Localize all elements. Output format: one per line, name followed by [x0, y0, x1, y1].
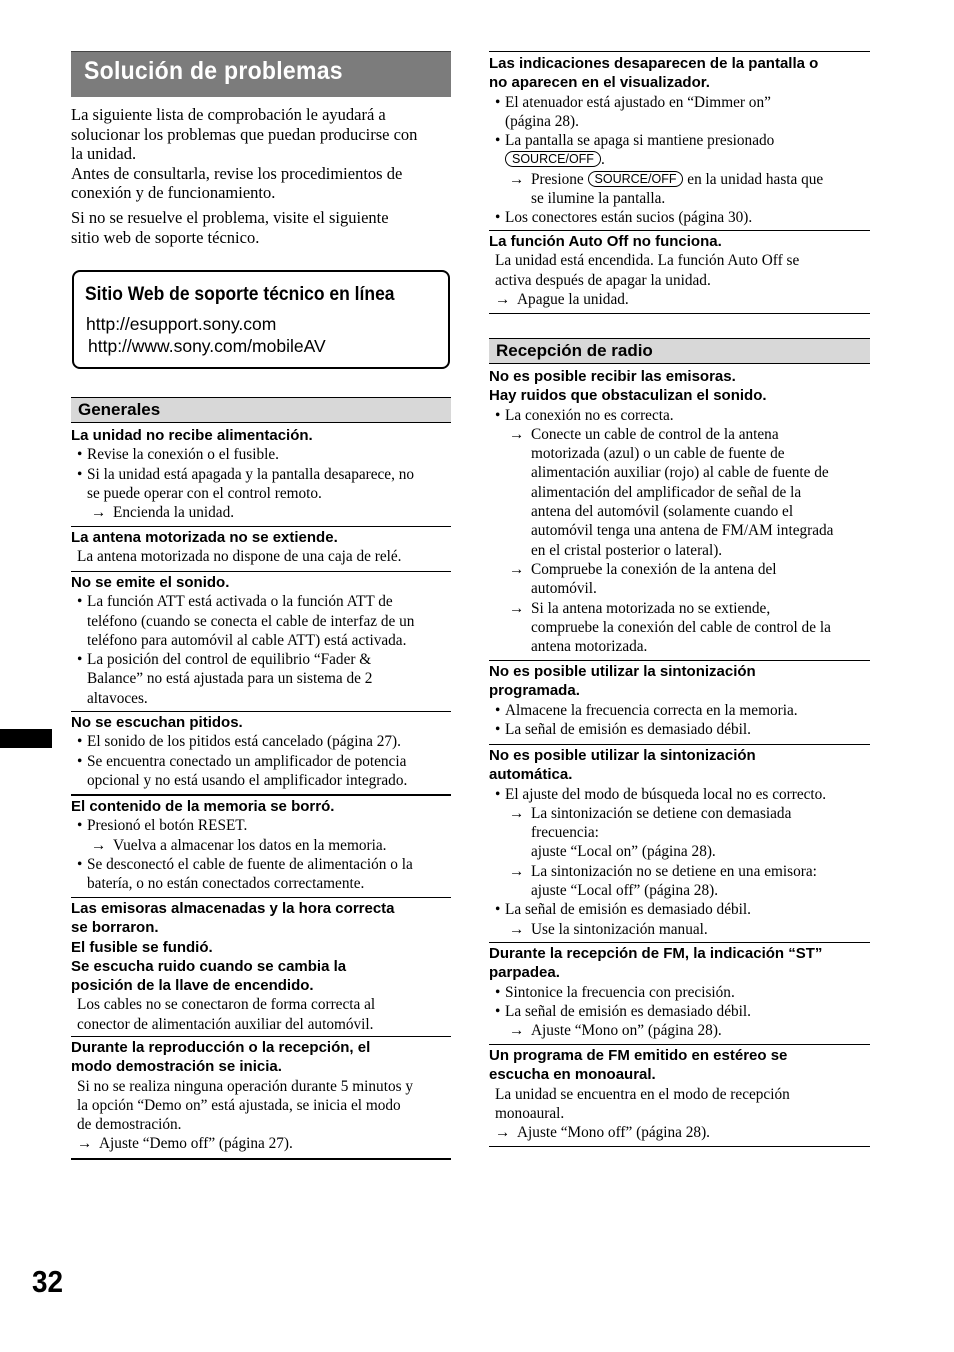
- arrow-right-icon: →: [509, 862, 525, 880]
- cause-text: Se encuentra conectado un amplificador de potencia: [87, 752, 407, 770]
- cause-text: Los conectores están sucios (página 30).: [505, 209, 753, 227]
- bullet-icon: •: [77, 446, 83, 464]
- remedy-text: compruebe la conexión del cable de control de la: [531, 618, 831, 636]
- page-title-bar: [71, 51, 451, 97]
- problem-heading: El contenido de la memoria se borró.: [71, 798, 335, 815]
- remedy-text: Presione: [531, 170, 584, 188]
- arrow-right-icon: →: [91, 836, 107, 854]
- cause-text: Revise la conexión o el fusible.: [87, 446, 280, 464]
- bullet-icon: •: [77, 817, 83, 835]
- remedy-text: Encienda la unidad.: [113, 504, 235, 522]
- cause-text: Balance” no está ajustada para un sistema de 2: [87, 670, 373, 688]
- cause-item: [489, 900, 870, 919]
- arrow-right-icon: →: [77, 1135, 93, 1153]
- section-header-generales: [71, 397, 451, 423]
- remedy-item: [489, 599, 870, 657]
- cause-text: El sonido de los pitidos está cancelado (página 27).: [87, 733, 401, 751]
- support-website-box: [72, 270, 450, 369]
- cause-item: [489, 785, 870, 804]
- problem-entry-preset-tuning: [489, 662, 870, 745]
- remedy-text: en la unidad hasta que: [687, 170, 824, 188]
- remedy-text: Ajuste “Demo off” (página 27).: [99, 1135, 293, 1153]
- remedy-text: alimentación auxiliar (rojo) al cable de fuente de: [531, 464, 829, 482]
- problem-heading: La antena motorizada no se extiende.: [71, 529, 338, 546]
- cause-text: El ajuste del modo de búsqueda local no es correcto.: [505, 785, 827, 803]
- problem-text: de demostración.: [77, 1116, 182, 1134]
- problem-text: La unidad está encendida. La función Auto Off se: [495, 252, 800, 270]
- cause-text: La función ATT está activada o la función ATT de: [87, 593, 393, 611]
- problem-heading: No es posible utilizar la sintonización: [489, 747, 756, 764]
- bullet-icon: •: [77, 752, 83, 770]
- problem-heading: No se escuchan pitidos.: [71, 714, 243, 731]
- remedy-item: [71, 836, 451, 855]
- cause-item: [489, 208, 870, 227]
- remedy-item: [489, 1021, 870, 1040]
- remedy-item: [489, 920, 870, 939]
- source-off-button: SOURCE/OFF: [505, 151, 601, 167]
- intro-paragraph-2: [71, 208, 456, 247]
- problem-entry-auto-off: [489, 232, 870, 314]
- remedy-item: [489, 170, 870, 209]
- remedy-text: ajuste “Local on” (página 28).: [531, 843, 716, 861]
- remedy-item: [489, 862, 870, 901]
- cause-item: • La pantalla se apaga si mantiene presionado SOURCE/OFF .: [489, 131, 870, 170]
- bullet-icon: •: [77, 733, 83, 751]
- remedy-text: frecuencia:: [531, 824, 599, 842]
- intro-line: solucionar los problemas que puedan producirse con: [71, 124, 418, 144]
- intro-line: La siguiente lista de comprobación le ayudará a: [71, 105, 386, 124]
- cause-text: Sintonice la frecuencia con precisión.: [505, 983, 735, 1001]
- intro-line: Si no se resuelve el problema, visite el siguiente: [71, 208, 389, 227]
- problem-heading: Las indicaciones desaparecen de la pantalla o: [489, 55, 819, 72]
- problem-heading: parpadea.: [489, 964, 560, 982]
- intro-paragraph-1: [71, 105, 456, 203]
- cause-item: [71, 445, 451, 464]
- cause-item: [489, 93, 870, 132]
- bullet-icon: •: [77, 465, 83, 483]
- problem-heading: modo demostración se inicia.: [71, 1058, 282, 1076]
- problem-entry-no-power: [71, 426, 451, 527]
- intro-line: sitio web de soporte técnico.: [71, 227, 260, 247]
- chapter-tab-marker: [0, 729, 52, 748]
- section-title: Recepción de radio: [496, 341, 653, 360]
- cause-item: [489, 983, 870, 1002]
- cause-text: La posición del control de equilibrio “Fader &: [87, 651, 372, 669]
- problem-heading: No es posible recibir las emisoras.: [489, 368, 736, 385]
- cause-text: La señal de emisión es demasiado débil.: [505, 1002, 751, 1020]
- problem-heading: Hay ruidos que obstaculizan el sonido.: [489, 387, 767, 405]
- problem-entry-no-beep: [71, 713, 451, 796]
- arrow-right-icon: →: [509, 560, 525, 578]
- problem-entry-display-disappears: [489, 51, 870, 231]
- problem-heading: no aparecen en el visualizador.: [489, 74, 710, 92]
- source-off-button: SOURCE/OFF: [588, 171, 684, 187]
- section-header-radio: [489, 338, 870, 364]
- arrow-right-icon: →: [495, 1124, 511, 1142]
- bullet-icon: •: [495, 720, 501, 738]
- cause-text: La conexión no es correcta.: [505, 406, 674, 424]
- remedy-text: antena motorizada.: [531, 638, 648, 656]
- cause-item: [71, 465, 451, 504]
- bullet-icon: •: [495, 406, 501, 424]
- problem-heading: automática.: [489, 766, 573, 784]
- problem-heading: No es posible utilizar la sintonización: [489, 663, 756, 680]
- problem-heading: programada.: [489, 682, 580, 700]
- remedy-text: alimentación del amplificador de señal de la: [531, 483, 802, 501]
- support-url-mobileav[interactable]: http://www.sony.com/mobileAV: [88, 336, 326, 356]
- cause-text: teléfono (cuando se conecta el cable de interfaz de un: [87, 612, 415, 630]
- arrow-right-icon: →: [509, 599, 525, 617]
- arrow-right-icon: →: [509, 425, 525, 443]
- cause-text: La señal de emisión es demasiado débil.: [505, 720, 751, 738]
- cause-text: altavoces.: [87, 689, 148, 707]
- problem-text: conector de alimentación auxiliar del automóvil.: [77, 1015, 374, 1033]
- cause-text: Almacene la frecuencia correcta en la memoria.: [505, 701, 798, 719]
- problem-entry-st-blinks: [489, 944, 870, 1045]
- page-number: 32: [32, 1264, 64, 1299]
- arrow-right-icon: →: [509, 804, 525, 822]
- remedy-text: antena del automóvil (solamente cuando el: [531, 503, 794, 521]
- cause-item: [489, 1002, 870, 1021]
- cause-text: Si la unidad está apagada y la pantalla desaparece, no: [87, 465, 415, 483]
- remedy-text: automóvil tenga una antena de FM/AM integrada: [531, 522, 834, 540]
- problem-entry-memory-erased: [71, 797, 451, 898]
- problem-heading: se borraron.: [71, 919, 159, 937]
- remedy-text: Compruebe la conexión de la antena del: [531, 560, 777, 578]
- problem-heading: La función Auto Off no funciona.: [489, 233, 722, 250]
- problem-heading: No se emite el sonido.: [71, 574, 230, 591]
- intro-line: la unidad.: [71, 144, 137, 163]
- problem-text: Los cables no se conectaron de forma correcta al: [77, 996, 376, 1014]
- problem-heading: El fusible se fundió.: [71, 938, 213, 956]
- problem-entry-monaural: [489, 1046, 870, 1147]
- problem-text: la opción “Demo on” está ajustada, se inicia el modo: [77, 1096, 401, 1114]
- remedy-text: automóvil.: [531, 580, 597, 598]
- problem-heading: Durante la recepción de FM, la indicación “ST”: [489, 945, 823, 962]
- remedy-text: se ilumine la pantalla.: [531, 190, 666, 208]
- remedy-item: [71, 1134, 451, 1153]
- remedy-text: Use la sintonización manual.: [531, 920, 708, 938]
- remedy-text: La sintonización no se detiene en una emisora:: [531, 862, 817, 880]
- problem-heading: La unidad no recibe alimentación.: [71, 427, 313, 444]
- cause-item: [71, 732, 451, 751]
- problem-text: La unidad se encuentra en el modo de recepción: [495, 1085, 790, 1103]
- problem-heading: escucha en monoaural.: [489, 1066, 656, 1084]
- problem-heading: Las emisoras almacenadas y la hora correcta: [71, 900, 395, 917]
- remedy-text: Si la antena motorizada no se extiende,: [531, 599, 771, 617]
- bullet-icon: •: [495, 93, 501, 111]
- arrow-right-icon: →: [91, 504, 107, 522]
- cause-text: El atenuador está ajustado en “Dimmer on”: [505, 93, 771, 111]
- cause-item: [71, 592, 451, 650]
- problem-entry-stations-erased: [71, 899, 451, 1037]
- cause-item: [71, 752, 451, 791]
- problem-text: Si no se realiza ninguna operación durante 5 minutos y: [77, 1077, 414, 1095]
- support-box-title: Sitio Web de soporte técnico en línea: [85, 284, 395, 305]
- cause-item: [71, 816, 451, 835]
- cause-text: Presionó el botón RESET.: [87, 817, 248, 835]
- cause-text: se puede operar con el control remoto.: [87, 484, 322, 502]
- bullet-icon: •: [495, 901, 501, 919]
- cause-item: [71, 855, 451, 894]
- problem-entry-antenna: [71, 528, 451, 572]
- cause-text: teléfono para automóvil al cable ATT) está activada.: [87, 631, 407, 649]
- page-title: Solución de problemas: [84, 57, 343, 85]
- arrow-right-icon: →: [509, 920, 525, 938]
- bullet-icon: •: [495, 132, 501, 150]
- problem-entry-demo-mode: [71, 1038, 451, 1160]
- section-title: Generales: [78, 400, 161, 419]
- remedy-item: [489, 425, 870, 560]
- cause-text: opcional y no está usando el amplificador integrado.: [87, 771, 408, 789]
- cause-text: La pantalla se apaga si mantiene presionado: [505, 132, 775, 150]
- intro-line: Antes de consultarla, revise los procedimientos de: [71, 163, 403, 183]
- bullet-icon: •: [77, 855, 83, 873]
- problem-heading: Durante la reproducción o la recepción, el: [71, 1039, 371, 1056]
- bullet-icon: •: [495, 701, 501, 719]
- remedy-text: en el cristal posterior o lateral).: [531, 541, 723, 559]
- cause-text: La señal de emisión es demasiado débil.: [505, 901, 751, 919]
- bullet-icon: •: [495, 983, 501, 1001]
- cause-text: (página 28).: [505, 112, 579, 130]
- support-url-esupport[interactable]: http://esupport.sony.com: [86, 314, 277, 334]
- problem-text: monoaural.: [495, 1104, 565, 1122]
- bullet-icon: •: [495, 209, 501, 227]
- problem-entry-auto-tuning: [489, 746, 870, 943]
- remedy-item: [71, 503, 451, 522]
- problem-heading: posición de la llave de encendido.: [71, 977, 314, 995]
- arrow-right-icon: →: [509, 170, 525, 188]
- cause-item: [489, 701, 870, 720]
- problem-text: La antena motorizada no dispone de una caja de relé.: [77, 548, 402, 566]
- cause-item: [489, 720, 870, 739]
- cause-text: batería, o no están conectados correctamente.: [87, 875, 365, 893]
- bullet-icon: •: [77, 593, 83, 611]
- problem-heading: Se escucha ruido cuando se cambia la: [71, 957, 347, 975]
- arrow-right-icon: →: [495, 290, 511, 308]
- problem-entry-no-sound: [71, 573, 451, 712]
- bullet-icon: •: [77, 651, 83, 669]
- cause-item: [489, 406, 870, 425]
- remedy-text: Conecte un cable de control de la antena: [531, 425, 779, 443]
- cause-item: [71, 650, 451, 708]
- remedy-text: Ajuste “Mono on” (página 28).: [531, 1022, 722, 1040]
- remedy-item: [489, 290, 870, 309]
- remedy-text: La sintonización se detiene con demasiada: [531, 804, 792, 822]
- problem-entry-no-reception: [489, 367, 870, 661]
- remedy-text: Ajuste “Mono off” (página 28).: [517, 1124, 711, 1142]
- problem-heading: Un programa de FM emitido en estéreo se: [489, 1047, 788, 1064]
- problem-text: activa después de apagar la unidad.: [495, 271, 711, 289]
- remedy-text: motorizada (azul) o un cable de fuente de: [531, 445, 785, 463]
- remedy-text: ajuste “Local off” (página 28).: [531, 882, 719, 900]
- remedy-item: [489, 560, 870, 599]
- bullet-icon: •: [495, 1002, 501, 1020]
- arrow-right-icon: →: [509, 1022, 525, 1040]
- remedy-item: [489, 1123, 870, 1142]
- remedy-item: [489, 804, 870, 862]
- remedy-text: Vuelva a almacenar los datos en la memoria.: [113, 836, 387, 854]
- cause-text: Se desconectó el cable de fuente de alimentación o la: [87, 855, 413, 873]
- bullet-icon: •: [495, 785, 501, 803]
- intro-line: conexión y de funcionamiento.: [71, 183, 276, 202]
- remedy-text: Apague la unidad.: [517, 290, 629, 308]
